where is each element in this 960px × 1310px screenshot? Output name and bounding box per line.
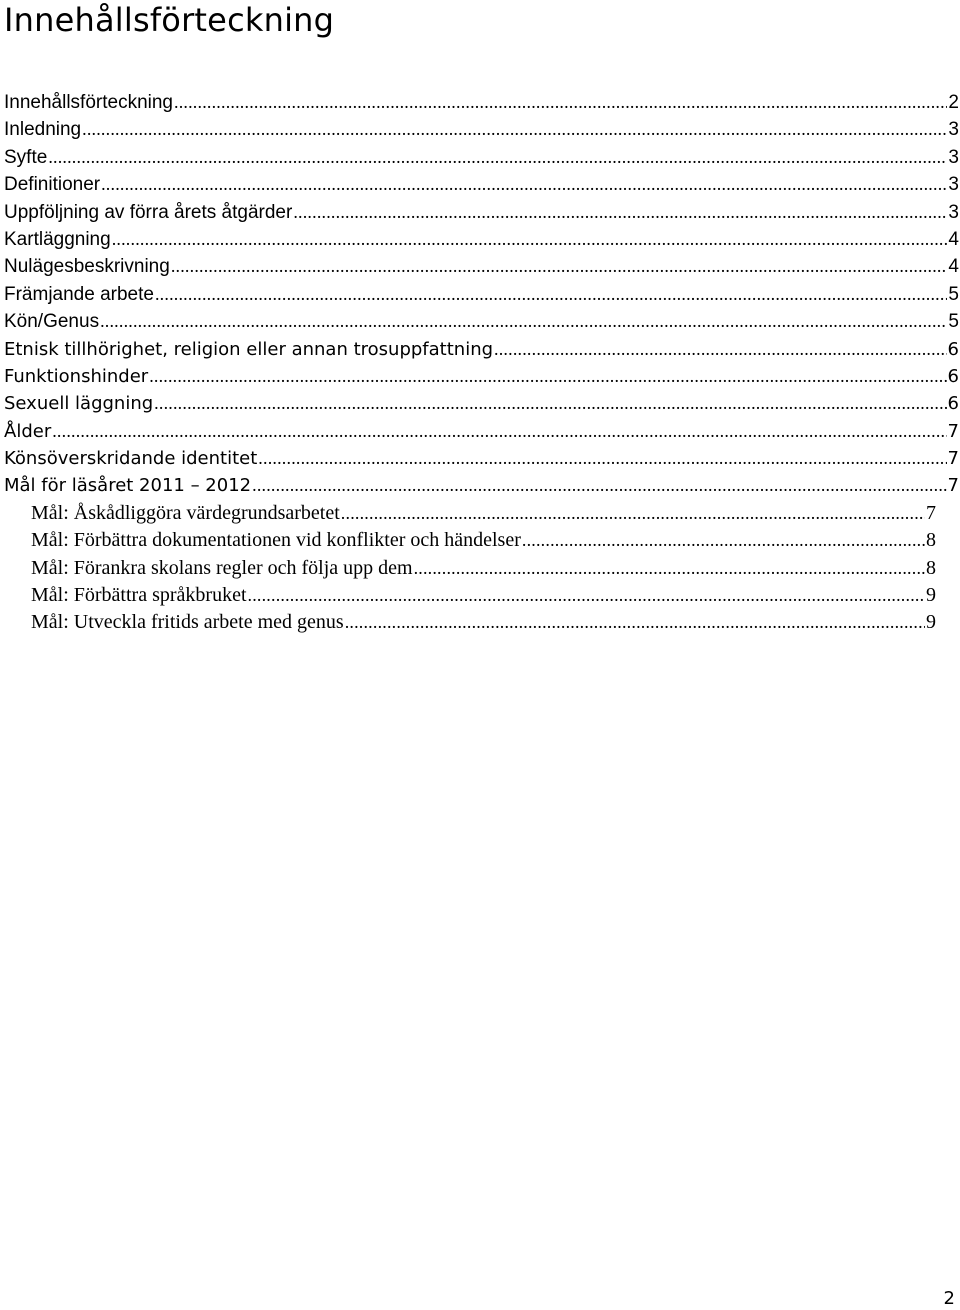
toc-entry-page-number: 6 bbox=[947, 338, 959, 360]
toc-entry-page-number: 7 bbox=[947, 475, 959, 497]
dot-leader bbox=[48, 144, 947, 171]
toc-entry[interactable] bbox=[4, 445, 959, 472]
toc-entry-title: Inledning bbox=[4, 119, 82, 141]
toc-entry-title: Mål: Åskådliggöra värdegrundsarbetet bbox=[31, 501, 340, 524]
toc-entry-title: Mål: Förbättra språkbruket bbox=[31, 584, 247, 607]
toc-subentry[interactable] bbox=[4, 582, 936, 609]
toc-entry-page-number: 4 bbox=[948, 228, 959, 250]
toc-entry-page-number: 5 bbox=[948, 283, 959, 305]
dot-leader bbox=[155, 281, 947, 308]
dot-leader bbox=[52, 418, 946, 445]
toc-entry-page-number: 3 bbox=[948, 119, 959, 141]
toc-entry-title: Könsöverskridande identitet bbox=[4, 448, 258, 470]
toc-entry[interactable] bbox=[4, 226, 959, 253]
toc-entry[interactable] bbox=[4, 171, 959, 198]
toc-entry[interactable] bbox=[4, 472, 959, 499]
toc-entry[interactable] bbox=[4, 281, 959, 308]
dot-leader bbox=[248, 582, 926, 609]
dot-leader bbox=[82, 116, 947, 143]
toc-entry[interactable] bbox=[4, 89, 959, 116]
dot-leader bbox=[414, 555, 925, 582]
dot-leader bbox=[345, 609, 925, 636]
dot-leader bbox=[149, 363, 946, 390]
toc-entry-page-number: 9 bbox=[926, 584, 936, 607]
toc-entry-title: Kartläggning bbox=[4, 228, 111, 250]
toc-entry-page-number: 7 bbox=[947, 420, 959, 442]
toc-entry-title: Funktionshinder bbox=[4, 365, 149, 387]
toc-entry-page-number: 2 bbox=[948, 92, 959, 113]
toc-entry[interactable] bbox=[4, 390, 959, 417]
dot-leader bbox=[154, 390, 946, 417]
toc-entry-page-number: 8 bbox=[926, 529, 936, 552]
toc-entry[interactable] bbox=[4, 363, 959, 390]
dot-leader bbox=[494, 336, 947, 363]
toc-entry[interactable] bbox=[4, 199, 959, 226]
dot-leader bbox=[293, 199, 947, 226]
toc-entry-page-number: 3 bbox=[948, 146, 959, 168]
dot-leader bbox=[252, 472, 946, 499]
toc-entry-title: Mål för läsåret 2011 – 2012 bbox=[4, 475, 252, 497]
toc-subentry[interactable] bbox=[4, 527, 936, 554]
toc-entry-title: Definitioner bbox=[4, 174, 101, 196]
dot-leader bbox=[100, 308, 947, 335]
toc-entry-page-number: 5 bbox=[948, 311, 959, 333]
toc-entry-title: Nulägesbeskrivning bbox=[4, 256, 170, 278]
toc-entry-title: Mål: Utveckla fritids arbete med genus bbox=[31, 611, 344, 634]
toc-entry[interactable] bbox=[4, 116, 959, 143]
toc-entry-page-number: 3 bbox=[948, 174, 959, 196]
toc-entry-title: Etnisk tillhörighet, religion eller annan trosuppfattning bbox=[4, 338, 494, 360]
toc-entry[interactable] bbox=[4, 308, 959, 335]
toc-entry[interactable] bbox=[4, 336, 959, 363]
toc-entry-page-number: 6 bbox=[947, 365, 959, 387]
dot-leader bbox=[112, 226, 948, 253]
toc-entry-page-number: 7 bbox=[947, 448, 959, 470]
toc-subentry[interactable] bbox=[4, 609, 936, 636]
toc-entry-page-number: 9 bbox=[926, 611, 936, 634]
toc-entry[interactable] bbox=[4, 144, 959, 171]
toc-subentry[interactable] bbox=[4, 500, 936, 527]
toc-entry-page-number: 8 bbox=[926, 556, 936, 579]
dot-leader bbox=[174, 89, 947, 116]
toc-entry-title: Mål: Förankra skolans regler och följa upp dem bbox=[31, 556, 413, 579]
toc-entry-title: Innehållsförteckning bbox=[4, 92, 173, 113]
toc-entry-page-number: 3 bbox=[948, 201, 959, 223]
toc-entry-title: Mål: Förbättra dokumentationen vid konflikter och händelser bbox=[31, 529, 521, 552]
toc-entry-page-number: 6 bbox=[947, 393, 959, 415]
dot-leader bbox=[522, 527, 925, 554]
toc-entry-title: Främjande arbete bbox=[4, 283, 154, 305]
dot-leader bbox=[101, 171, 947, 198]
toc-entry-page-number: 4 bbox=[948, 256, 959, 278]
toc-entry[interactable] bbox=[4, 418, 959, 445]
page-title: Innehållsförteckning bbox=[4, 1, 335, 39]
toc-subentry[interactable] bbox=[4, 555, 936, 582]
toc-entry-title: Kön/Genus bbox=[4, 311, 100, 333]
toc-entry-title: Ålder bbox=[4, 420, 52, 442]
toc-entry[interactable] bbox=[4, 253, 959, 280]
dot-leader bbox=[171, 253, 948, 280]
dot-leader bbox=[258, 445, 946, 472]
toc-entry-title: Uppföljning av förra årets åtgärder bbox=[4, 201, 293, 223]
toc-entry-page-number: 7 bbox=[926, 501, 936, 524]
dot-leader bbox=[341, 500, 925, 527]
page-number: 2 bbox=[943, 1288, 955, 1309]
table-of-contents bbox=[4, 89, 959, 637]
toc-entry-title: Syfte bbox=[4, 146, 48, 168]
toc-entry-title: Sexuell läggning bbox=[4, 393, 154, 415]
